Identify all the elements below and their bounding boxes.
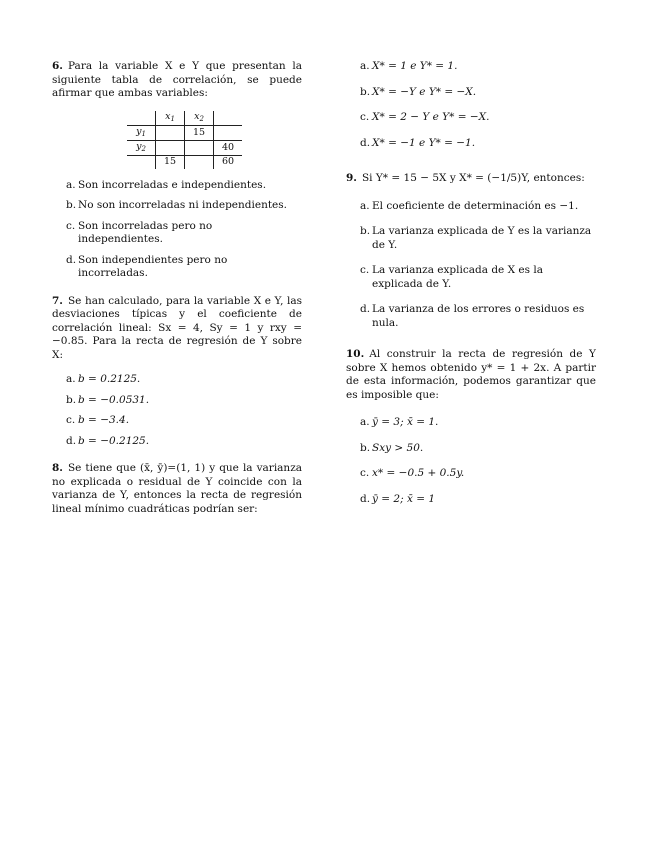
question-6-stem bbox=[52, 60, 302, 101]
question-10-stem bbox=[346, 348, 596, 402]
row-header-y2: $y_2$ bbox=[127, 140, 156, 155]
row-header-y1: $y_1$ bbox=[127, 125, 156, 140]
left-column bbox=[52, 60, 302, 516]
option-a[interactable]: a. b = 0.2125. bbox=[66, 373, 141, 385]
option-d[interactable]: d. Son independientes pero no incorreladas. bbox=[66, 253, 228, 279]
option-c[interactable]: c. x* = −0.5 + 0.5y. bbox=[360, 467, 465, 479]
options-list bbox=[52, 179, 302, 281]
option-b[interactable]: b. Sxy > 50. bbox=[360, 441, 424, 454]
table-cell bbox=[156, 125, 185, 140]
option-text: Son incorreladas pero no independientes. bbox=[78, 219, 213, 245]
col-header-blank bbox=[214, 111, 243, 126]
table-cell: 60 bbox=[221, 156, 235, 167]
question-text: Al construir la recta de regresión de Y sobre X hemos obtenido y* = 1 + 2x. A partir de esta información, podemos garantizar que es imposible que: bbox=[346, 348, 596, 401]
question-number: 9. bbox=[346, 172, 357, 184]
col-header-x2: $x_2$ bbox=[185, 111, 214, 126]
question-text: Se han calculado, para la variable X e Y, las desviaciones típicas y el coeficiente de correlación lineal: Sx = 4, Sy = 1 y rxy = −0.85. Para la recta de regresión de Y sobre X: bbox=[52, 294, 302, 361]
table-cell bbox=[127, 155, 156, 169]
question-6 bbox=[52, 60, 302, 281]
table-cell bbox=[185, 155, 214, 169]
col-header-x1: $x_1$ bbox=[156, 111, 185, 126]
question-text: Para la variable X e Y que presentan la siguiente tabla de correlación, se puede afirmar que ambas variables: bbox=[52, 60, 302, 99]
table-cell bbox=[156, 140, 185, 155]
option-text: La varianza de los errores o residuos es nula. bbox=[372, 303, 585, 329]
question-number: 8. bbox=[52, 462, 63, 474]
option-d[interactable]: d. ȳ = 2; x̄ = 1 bbox=[360, 492, 436, 505]
table-cell: 40 bbox=[221, 141, 235, 153]
option-c[interactable]: c. X* = 2 − Y e Y* = −X. bbox=[360, 111, 490, 123]
option-c[interactable]: c. La varianza explicada de X es la explicada de Y. bbox=[360, 264, 543, 290]
options-list bbox=[346, 416, 596, 506]
option-text: b = −0.0531. bbox=[78, 393, 150, 406]
option-text: b = 0.2125. bbox=[78, 373, 141, 385]
option-text: Son incorreladas e independientes. bbox=[78, 178, 267, 191]
option-text: Sxy > 50. bbox=[372, 441, 424, 454]
option-text: La varianza explicada de X es la explicada de Y. bbox=[372, 264, 543, 290]
question-9 bbox=[346, 172, 596, 330]
option-a[interactable]: a. X* = 1 e Y* = 1. bbox=[360, 60, 458, 72]
table-cell: 15 bbox=[185, 125, 214, 140]
option-a[interactable]: a. ȳ = 3; x̄ = 1. bbox=[360, 416, 439, 428]
table-cell bbox=[214, 125, 243, 140]
option-a[interactable]: a. Son incorreladas e independientes. bbox=[66, 178, 267, 191]
option-text: b = −3.4. bbox=[78, 414, 130, 426]
question-8-options bbox=[346, 60, 596, 150]
table-cell: 15 bbox=[156, 155, 185, 169]
correlation-table-wrapper bbox=[127, 111, 302, 169]
correlation-table bbox=[127, 111, 242, 169]
options-list bbox=[346, 200, 596, 331]
option-a[interactable]: a. El coeficiente de determinación es −1. bbox=[360, 199, 579, 212]
question-7-stem bbox=[52, 295, 302, 363]
option-text: Son independientes pero no incorreladas. bbox=[78, 253, 228, 279]
option-text: X* = 1 e Y* = 1. bbox=[372, 60, 458, 72]
option-text: b = −0.2125. bbox=[78, 434, 150, 447]
option-text: X* = −Y e Y* = −X. bbox=[372, 85, 477, 98]
option-text: X* = 2 − Y e Y* = −X. bbox=[372, 111, 490, 123]
option-b[interactable]: b. X* = −Y e Y* = −X. bbox=[360, 85, 477, 98]
option-text: x* = −0.5 + 0.5y. bbox=[372, 467, 465, 479]
question-number: 7. bbox=[52, 294, 63, 307]
option-text: La varianza explicada de Y es la varianza de Y. bbox=[372, 225, 592, 251]
question-8 bbox=[52, 462, 302, 516]
option-text: No son incorreladas ni independientes. bbox=[78, 199, 287, 211]
option-text: X* = −1 e Y* = −1. bbox=[372, 136, 476, 149]
question-text: Si Y* = 15 − 5X y X* = (−1/5)Y, entonces: bbox=[361, 172, 585, 184]
option-d[interactable]: d. La varianza de los errores o residuos es nula. bbox=[360, 303, 585, 329]
question-10 bbox=[346, 348, 596, 506]
option-b[interactable]: b. La varianza explicada de Y es la varianza de Y. bbox=[360, 225, 592, 251]
question-8-stem bbox=[52, 462, 302, 516]
right-column bbox=[346, 60, 596, 513]
option-b[interactable]: b. b = −0.0531. bbox=[66, 393, 150, 406]
question-number: 10. bbox=[346, 348, 365, 360]
options-list bbox=[52, 373, 302, 448]
table-corner bbox=[127, 111, 156, 126]
option-c[interactable]: c. Son incorreladas pero no independientes. bbox=[66, 219, 213, 245]
question-9-stem bbox=[346, 172, 596, 186]
option-text: El coeficiente de determinación es −1. bbox=[372, 199, 579, 212]
question-text: Se tiene que (x̄, ȳ)=(1, 1) y que la varianza no explicada o residual de Y coincide con la varianza de Y, entonces la recta de regresión lineal mínimo cuadráticas podrían ser: bbox=[52, 462, 302, 515]
question-number: 6. bbox=[52, 60, 63, 72]
option-text: ȳ = 3; x̄ = 1. bbox=[372, 416, 439, 428]
option-d[interactable]: d. b = −0.2125. bbox=[66, 434, 150, 447]
option-c[interactable]: c. b = −3.4. bbox=[66, 414, 130, 426]
option-text: ȳ = 2; x̄ = 1 bbox=[372, 492, 436, 505]
option-d[interactable]: d. X* = −1 e Y* = −1. bbox=[360, 136, 476, 149]
question-7 bbox=[52, 295, 302, 449]
option-b[interactable]: b. No son incorreladas ni independientes. bbox=[66, 199, 287, 211]
table-cell bbox=[185, 140, 214, 155]
